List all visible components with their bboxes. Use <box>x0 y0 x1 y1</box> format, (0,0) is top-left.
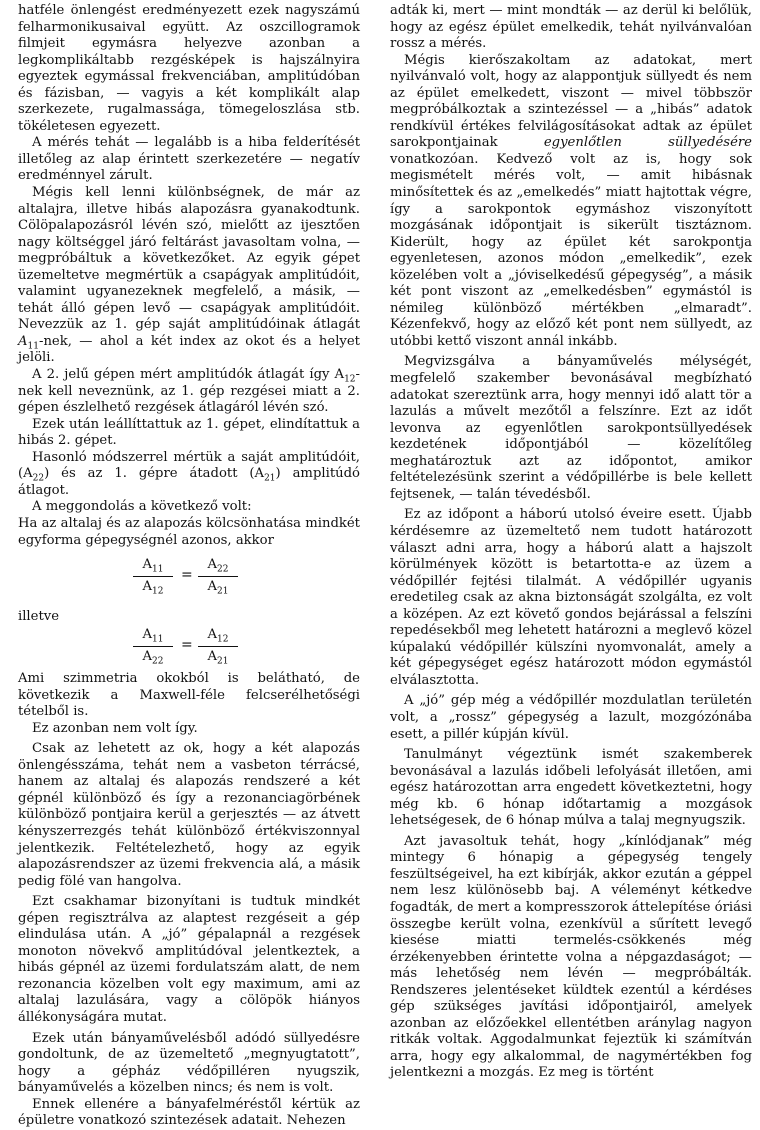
paragraph: Ezek után bányaművelésből adódó süllyedésre gondoltunk, de az üzemeltető „megnyugtatott”, hogy a gépház védőpilléren nyugszik, bányaművelés a közelben nincs; és nem is volt. <box>18 1030 360 1096</box>
subscript: 21 <box>217 656 229 667</box>
paragraph-text: A 2. jelű gépen mért amplitúdók átlagát így A <box>32 367 345 383</box>
paragraph: hatféle önlengést eredményezett ezek nagyszámú felharmonikusaival együtt. Az oszcillogramok filmjeit egymásra helyezve azonban a legkomplikáltabb rezgésképek is hajszálnyira egyeztek egymással frekvenciában, amplitúdóban és fázisban, — vagyis a két komplikált alap szerkezete, rugalmassága, tömegeloszlása stb. tökéletesen egyezett. <box>18 3 360 134</box>
paragraph-text: vonatkozóan. Kedvező volt az is, hogy sok megismételt mérés volt, — amit hibásnak minősítettek és az „emelkedés” miatt hajtottak végre, így a sarokpontok egymáshoz viszonyított mozgásának időpontjait is sikerült tisztáznom. Kiderült, hogy az épület két sarokpontja egyenletesen, azonos módon „emelkedik”, ezek közelében volt a „jóviselkedésű gépegység”, a másik két pont viszont az „emelkedésben” egymástól is némileg különböző mértékben „elmaradt”. Kézenfekvő, hogy az előző két pont nem süllyedt, az utóbbi kettő viszont annál inkább. <box>390 151 752 349</box>
numerator: A <box>142 627 153 643</box>
equation-1 <box>18 555 360 605</box>
fraction-right <box>198 557 238 595</box>
paragraph: Ezt csakhamar bizonyítani is tudtuk mindkét gépen regisztrálva az alaptest rezgéseit a gép elindulása után. A „jó” gépalapnál a rezgések monoton növekvő amplitúdóval jelentkeztek, a hibás gépnél az üzemi fordulatszám alatt, de nem rezonancia közelben volt egy maximum, ami az altalaj lazulására, vagy a cölöpök hiányos állékonyságára mutat. <box>18 894 360 1025</box>
subscript: 22 <box>152 656 164 667</box>
denominator: A <box>207 648 218 664</box>
paragraph <box>18 185 360 367</box>
paragraph-text: -nek kell neveznünk, az 1. gép rezgései miatt a 2. gépen észlelhető rezgések átlagáról lévén szó. <box>18 367 360 416</box>
paragraph <box>18 450 360 500</box>
paragraph-text: Mégis kierőszakoltam az adatokat, mert nyilvánvaló volt, hogy az alappontjuk süllyedt és nem az épület emelkedett, viszont — mivel többször megpróbálkoztak a szintezéssel — a „hibás” adatok rendkívül értékes felvilágosításokat adtak az épület sarokpontjainak <box>390 52 752 151</box>
denominator: A <box>142 578 153 594</box>
paragraph-text: ) és az 1. gépre átadott (A <box>44 466 265 482</box>
fraction-right <box>198 627 238 665</box>
paragraph: Ez azonban nem volt így. <box>32 720 198 736</box>
paragraph-text: -nek, — ahol a két index az okot és a helyet jelöli. <box>18 333 360 366</box>
left-column <box>18 3 360 1130</box>
subscript: 11 <box>27 341 39 352</box>
fraction-left <box>133 627 173 665</box>
paragraph: Tanulmányt végeztünk ismét szakemberek bevonásával a lazulás időbeli lefolyását illetően, ami egész határozottan arra engedett következtetni, hogy még kb. 6 hónap időtartamig a mozgások lehetségesek, de 6 hónap múlva a talaj megnyugszik. <box>390 747 752 829</box>
paragraph <box>390 53 752 351</box>
paragraph-text: Mégis kell lenni különbségnek, de már az altalajra, illetve hibás alapozásra gyanakodtunk. Cölöpalapozásról lévén szó, mielőtt az ijesztően nagy költséggel járó feltárást javasoltam volna, — megpróbáltuk a következőket. Az egyik gépet üzemeltetve megmértük a csapágyak amplitúdóit, valamint ugyanezeknek megfelelő, a másik, — tehát álló gépen levő — csapágyak amplitúdóit. Nevezzük az 1. gép saját amplitúdóinak átlagát <box>18 185 360 333</box>
paragraph: Ami szimmetria okokból is belátható, de következik a Maxwell-féle felcserélhetőségi tételből is. <box>18 671 360 720</box>
equals-sign: = <box>181 637 193 654</box>
illetve-label: illetve <box>18 609 60 625</box>
equals-sign: = <box>181 567 193 584</box>
numerator: A <box>207 627 218 643</box>
paragraph: Csak az lehetett az ok, hogy a két alapozás önlengésszáma, tehát nem a vasbeton térrácsé, hanem az altalaj és alapozás rendszeré a két gépnél különböző és így a rezonanciagörbének különböző pontjaira kerül a gerjesztés — az átvett kényszerrezgés tehát különböző értékviszonnyal jelentkezik. Feltételezhető, hogy az egyik alapozásrendszer az üzemi frekvencia alá, a másik pedig fölé van hangolva. <box>18 741 360 889</box>
numerator: A <box>207 557 218 573</box>
paragraph-text: ) amplitúdó átlagot. <box>18 466 360 498</box>
paragraph: Ha az altalaj és az alapozás kölcsönhatása mindkét egyforma gépegységnél azonos, akkor <box>18 515 360 548</box>
denominator: A <box>142 648 153 664</box>
paragraph: adták ki, mert — mint mondták — az derül ki belőlük, hogy az egész épület emelkedik, tehát nyilvánvalóan rossz a mérés. <box>390 3 752 52</box>
subscript: 12 <box>152 586 164 597</box>
paragraph: A „jó” gép még a védőpillér mozdulatlan területén volt, a „rossz” gépegység a lazult, mozgózónába esett, a pillér kúpján kívül. <box>390 693 752 742</box>
paragraph: Ennek ellenére a bányafelméréstől kértük az épületre vonatkozó szintezések adatait. Nehezen <box>18 1096 360 1129</box>
fraction-left <box>133 557 173 595</box>
paragraph: A mérés tehát — legalább is a hiba felderítését illetőleg az alap érintett szerkezetére — negatív eredménnyel zárult. <box>18 135 360 184</box>
subscript: 11 <box>152 634 164 645</box>
paragraph: Azt javasoltuk tehát, hogy „kínlódjanak” még mintegy 6 hónapig a gépegység tengely feszültségeivel, ha ezt kibírják, akkor ezután a géppel nem lesz különösebb baj. A véleményt kétkedve fogadták, de mert a kompresszorok áttelepítése óriási összegbe került volna, ezenkívül a sűrített levegő kiesése miatti termelés-csökkenés még érzékenyebben érintette volna a népgazdaságot; — más lehetőség nem lévén — megpróbálták. Rendszeres jelentéseket küldtek ezentúl a kérdéses gép szükséges javítási időpontjairól, amelyek azonban az előzőekkel ellentétben aránylag nagyon ritkák voltak. Aggodalmunkat fejeztük ki számítván arra, hogy egy alkalommal, de nagymértékben fog jelentkezni a mozgás. Ez meg is történt <box>390 833 752 1081</box>
denominator: A <box>207 578 218 594</box>
subscript: 22 <box>217 564 229 575</box>
paragraph-text: Hasonló módszerrel mértük a saját amplitúdóit, (A <box>18 449 360 482</box>
subscript: 21 <box>264 473 276 484</box>
emphasis: egyenlőtlen süllyedésére <box>543 135 752 151</box>
subscript: 21 <box>217 586 229 597</box>
symbol: A <box>18 333 28 349</box>
paragraph: Ezek után leállíttattuk az 1. gépet, elindítattuk a hibás 2. gépet. <box>18 416 360 449</box>
subscript: 12 <box>344 374 356 385</box>
equation-2 <box>18 609 360 667</box>
subscript: 12 <box>217 634 229 645</box>
paragraph: Ez az időpont a háború utolsó éveire esett. Újabb kérdésemre az üzemeltető nem tudott határozott választ adni arra, hogy a háború alatt a hajszolt körülmények között is betartotta-e az üzem a védőpillér fejtési tilalmát. A védőpillér ugyanis eredetileg csak az akna biztonságát szolgálta, ez volt a középen. Az ezt követő gondos bejárással a felszíni repedésekből meg lehetett határozni a meglevő közel kúpalakú védőpillér külszíni nyomvonalát, amely a két gépegységet egész határozott módon egymástól elválasztotta. <box>390 507 752 688</box>
numerator: A <box>142 557 153 573</box>
paragraph: A meggondolás a következő volt: <box>32 499 252 515</box>
paragraph: Megvizsgálva a bányaművelés mélységét, megfelelő szakember bevonásával megbízható adatokat szereztünk arra, hogy mennyi idő alatt tör a lazulás a művelt mezőtől a felszínre. Ezt az időt levonva az egyenlőtlen sarokpontsüllyedések kezdetének időpontjából — közelítőleg meghatároztuk azt az időpontot, amikor feltételezésünk szerint a védőpillérbe is bele kellett fejtsenek, — talán tévedésből. <box>390 354 752 502</box>
paragraph <box>18 367 360 417</box>
subscript: 22 <box>32 473 45 484</box>
right-column <box>390 3 752 1082</box>
subscript: 11 <box>152 564 164 575</box>
